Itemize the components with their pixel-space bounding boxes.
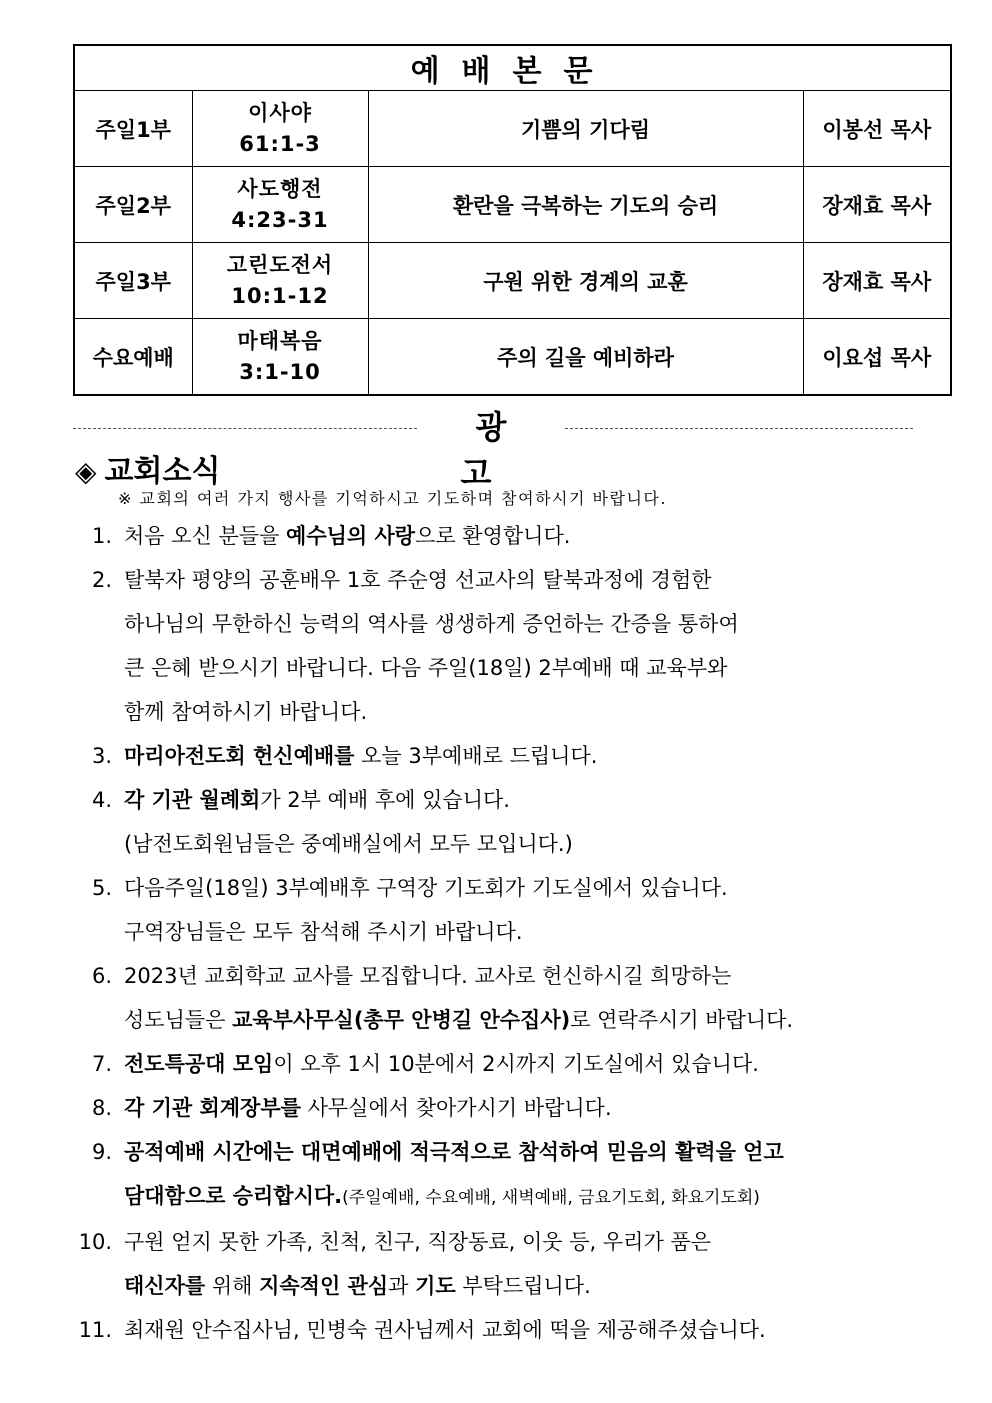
list-item: 9. 공적예배 시간에는 대면예배에 적극적으로 참석하여 믿음의 활력을 얻고 담대함으로 승리합시다.(주일예배, 수요예배, 새벽예배, 금요기도회, 화요기도회) <box>91 1140 784 1208</box>
divider <box>73 428 417 429</box>
service-name: 주일3부 <box>74 243 192 319</box>
list-item: 6. 2023년 교회학교 교사를 모집합니다. 교사로 헌신하시길 희망하는 성도님들은 교육부사무실(총무 안병길 안수집사)로 연락주시기 바랍니다. <box>91 964 794 1032</box>
diamond-icon: ◈ <box>75 455 97 488</box>
service-name: 수요예배 <box>74 319 192 396</box>
list-item: 5. 다음주일(18일) 3부예배후 구역장 기도회가 기도실에서 있습니다. 구역장님들은 모두 참석해 주시기 바랍니다. <box>91 876 728 944</box>
list-item: 8. 각 기관 회계장부를 사무실에서 찾아가시기 바랍니다. <box>91 1096 612 1120</box>
list-item: 2. 탈북자 평양의 공훈배우 1호 주순영 선교사의 탈북과정에 경험한 하나님의 무한하신 능력의 역사를 생생하게 증언하는 간증을 통하여 큰 은혜 받으시기 바랍니다. 다음 주일(18일) 2부예배 때 교육부와 함께 참여하시기 바랍니다. <box>91 568 739 724</box>
worship-table <box>73 44 952 396</box>
service-name: 주일1부 <box>74 91 192 167</box>
list-item: 3. 마리아전도회 헌신예배를 오늘 3부예배로 드립니다. <box>91 744 598 768</box>
sermon-title: 환란을 극복하는 기도의 승리 <box>368 167 803 243</box>
list-item: 10. 구원 얻지 못한 가족, 친척, 친구, 직장동료, 이웃 등, 우리가 품은 태신자를 위해 지속적인 관심과 기도 부탁드립니다. <box>78 1230 711 1298</box>
table-row <box>74 319 951 396</box>
service-name: 주일2부 <box>74 167 192 243</box>
scripture-ref: 이사야 61:1-3 <box>192 91 368 167</box>
news-note: ※ 교회의 여러 가지 행사를 기억하시고 기도하며 참여하시기 바랍니다. <box>118 489 667 508</box>
preacher-name: 이봉선 목사 <box>803 91 951 167</box>
preacher-name: 이요섭 목사 <box>803 319 951 396</box>
list-item: 11. 최재원 안수집사님, 민병숙 권사님께서 교회에 떡을 제공해주셨습니다. <box>78 1318 766 1342</box>
sermon-title: 주의 길을 예비하라 <box>368 319 803 396</box>
divider <box>565 428 913 429</box>
scripture-ref: 사도행전 4:23-31 <box>192 167 368 243</box>
list-item: 4. 각 기관 월례회가 2부 예배 후에 있습니다. (남전도회원님들은 중예배실에서 모두 모입니다.) <box>91 788 573 856</box>
sermon-title: 기쁨의 기다림 <box>368 91 803 167</box>
worship-table-header: 예배본문 <box>74 45 951 91</box>
sermon-title: 구원 위한 경계의 교훈 <box>368 243 803 319</box>
table-row <box>74 91 951 167</box>
scripture-ref: 마태복음 3:1-10 <box>192 319 368 396</box>
announcements-title: 광고 <box>460 408 537 492</box>
list-item: 7. 전도특공대 모임이 오후 1시 10분에서 2시까지 기도실에서 있습니다. <box>91 1052 759 1076</box>
list-item: 1. 처음 오신 분들을 예수님의 사랑으로 환영합니다. <box>91 524 571 548</box>
news-section-title: ◈ 교회소식 <box>75 454 221 489</box>
table-row <box>74 243 951 319</box>
preacher-name: 장재효 목사 <box>803 243 951 319</box>
preacher-name: 장재효 목사 <box>803 167 951 243</box>
announcement-list <box>0 514 992 1352</box>
table-row <box>74 167 951 243</box>
scripture-ref: 고린도전서 10:1-12 <box>192 243 368 319</box>
